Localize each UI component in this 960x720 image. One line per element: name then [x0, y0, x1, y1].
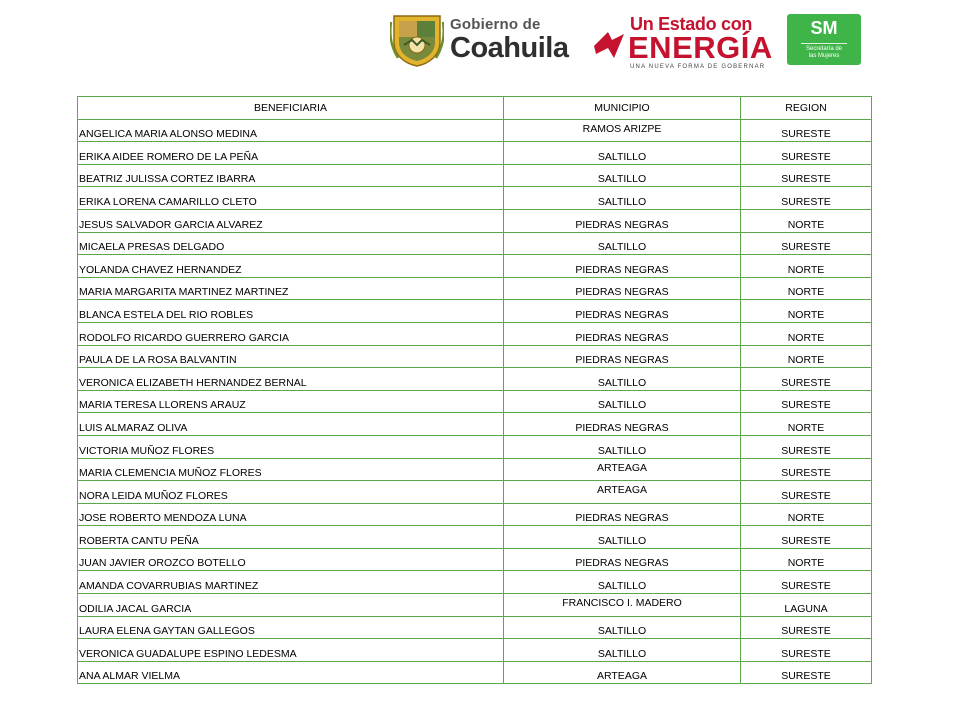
energia-bolt-icon [592, 28, 626, 62]
cell-region: SURESTE [741, 187, 872, 210]
coahuila-label: Coahuila [450, 32, 569, 64]
cell-municipio: PIEDRAS NEGRAS [504, 255, 741, 278]
cell-municipio: PIEDRAS NEGRAS [504, 413, 741, 436]
energia-tagline: UNA NUEVA FORMA DE GOBERNAR [630, 64, 766, 70]
sm-name [787, 46, 861, 60]
cell-region: NORTE [741, 548, 872, 571]
table-row [78, 390, 872, 413]
estado-energia-logo [592, 12, 773, 70]
cell-name: MARIA MARGARITA MARTINEZ MARTINEZ [78, 277, 504, 300]
cell-municipio: ARTEAGA [504, 458, 741, 481]
header-municipio: MUNICIPIO [504, 97, 741, 120]
table-row [78, 345, 872, 368]
table-row [78, 209, 872, 232]
cell-name: PAULA DE LA ROSA BALVANTIN [78, 345, 504, 368]
cell-name: BEATRIZ JULISSA CORTEZ IBARRA [78, 164, 504, 187]
cell-region: SURESTE [741, 481, 872, 504]
cell-region: SURESTE [741, 119, 872, 142]
cell-region: NORTE [741, 277, 872, 300]
cell-name: MICAELA PRESAS DELGADO [78, 232, 504, 255]
cell-municipio: PIEDRAS NEGRAS [504, 345, 741, 368]
table-row [78, 277, 872, 300]
cell-region: SURESTE [741, 639, 872, 662]
cell-region: SURESTE [741, 368, 872, 391]
cell-region: SURESTE [741, 435, 872, 458]
cell-name: NORA LEIDA MUÑOZ FLORES [78, 481, 504, 504]
table-row [78, 368, 872, 391]
cell-region: NORTE [741, 255, 872, 278]
header-logos [0, 0, 960, 90]
table-row [78, 164, 872, 187]
sm-name-line2: las Mujeres [808, 53, 840, 59]
cell-region: SURESTE [741, 571, 872, 594]
energia-line1: Un Estado con [630, 14, 753, 34]
sm-divider [801, 43, 847, 44]
cell-region: NORTE [741, 209, 872, 232]
cell-region: NORTE [741, 503, 872, 526]
cell-name: MARIA TERESA LLORENS ARAUZ [78, 390, 504, 413]
table-row [78, 322, 872, 345]
cell-municipio: RAMOS ARIZPE [504, 119, 741, 142]
table-row [78, 571, 872, 594]
energia-line2: ENERGÍA [628, 30, 773, 65]
cell-region: SURESTE [741, 616, 872, 639]
table-row [78, 503, 872, 526]
cell-name: ERIKA LORENA CAMARILLO CLETO [78, 187, 504, 210]
cell-municipio: SALTILLO [504, 616, 741, 639]
cell-name: RODOLFO RICARDO GUERRERO GARCIA [78, 322, 504, 345]
cell-region: NORTE [741, 300, 872, 323]
cell-municipio: PIEDRAS NEGRAS [504, 300, 741, 323]
cell-municipio: SALTILLO [504, 232, 741, 255]
cell-municipio: PIEDRAS NEGRAS [504, 503, 741, 526]
cell-region: SURESTE [741, 458, 872, 481]
cell-municipio: SALTILLO [504, 390, 741, 413]
cell-municipio: SALTILLO [504, 639, 741, 662]
cell-municipio: SALTILLO [504, 164, 741, 187]
cell-region: NORTE [741, 413, 872, 436]
cell-municipio: SALTILLO [504, 435, 741, 458]
cell-name: JUAN JAVIER OROZCO BOTELLO [78, 548, 504, 571]
cell-region: SURESTE [741, 526, 872, 549]
cell-name: LUIS ALMARAZ OLIVA [78, 413, 504, 436]
cell-municipio: PIEDRAS NEGRAS [504, 209, 741, 232]
table-row [78, 300, 872, 323]
cell-name: ROBERTA CANTU PEÑA [78, 526, 504, 549]
cell-name: ERIKA AIDEE ROMERO DE LA PEÑA [78, 142, 504, 165]
cell-municipio: SALTILLO [504, 368, 741, 391]
cell-name: VICTORIA MUÑOZ FLORES [78, 435, 504, 458]
table-row [78, 119, 872, 142]
cell-municipio: FRANCISCO I. MADERO [504, 594, 741, 617]
header-beneficiaria: BENEFICIARIA [78, 97, 504, 120]
table-body [78, 119, 872, 684]
cell-name: ANA ALMAR VIELMA [78, 661, 504, 684]
gobierno-label: Gobierno de [450, 16, 541, 33]
cell-region: SURESTE [741, 232, 872, 255]
cell-region: NORTE [741, 322, 872, 345]
cell-municipio: ARTEAGA [504, 661, 741, 684]
table-row [78, 458, 872, 481]
cell-name: BLANCA ESTELA DEL RIO ROBLES [78, 300, 504, 323]
cell-name: ANGELICA MARIA ALONSO MEDINA [78, 119, 504, 142]
cell-municipio: SALTILLO [504, 571, 741, 594]
sm-abbr: SM [810, 18, 838, 38]
cell-region: SURESTE [741, 164, 872, 187]
cell-municipio: PIEDRAS NEGRAS [504, 322, 741, 345]
table-row [78, 661, 872, 684]
secretaria-mujeres-logo [787, 14, 861, 65]
beneficiaries-table [77, 96, 872, 684]
cell-name: LAURA ELENA GAYTAN GALLEGOS [78, 616, 504, 639]
cell-municipio: SALTILLO [504, 526, 741, 549]
table-row [78, 526, 872, 549]
table-header-row [78, 97, 872, 120]
sm-name-line1: Secretaría de [805, 46, 843, 52]
cell-name: MARIA CLEMENCIA MUÑOZ FLORES [78, 458, 504, 481]
cell-name: JOSE ROBERTO MENDOZA LUNA [78, 503, 504, 526]
cell-name: VERONICA GUADALUPE ESPINO LEDESMA [78, 639, 504, 662]
cell-municipio: ARTEAGA [504, 481, 741, 504]
cell-region: SURESTE [741, 390, 872, 413]
header-region: REGION [741, 97, 872, 120]
table-row [78, 548, 872, 571]
cell-name: ODILIA JACAL GARCIA [78, 594, 504, 617]
cell-name: JESUS SALVADOR GARCIA ALVAREZ [78, 209, 504, 232]
cell-name: VERONICA ELIZABETH HERNANDEZ BERNAL [78, 368, 504, 391]
cell-municipio: PIEDRAS NEGRAS [504, 277, 741, 300]
table-row [78, 481, 872, 504]
cell-region: SURESTE [741, 661, 872, 684]
table-row [78, 255, 872, 278]
cell-region: LAGUNA [741, 594, 872, 617]
table-row [78, 413, 872, 436]
cell-region: NORTE [741, 345, 872, 368]
table-row [78, 616, 872, 639]
coahuila-crest-icon [390, 12, 444, 68]
table-row [78, 594, 872, 617]
table-row [78, 187, 872, 210]
cell-name: YOLANDA CHAVEZ HERNANDEZ [78, 255, 504, 278]
cell-name: AMANDA COVARRUBIAS MARTINEZ [78, 571, 504, 594]
table-row [78, 142, 872, 165]
table-row [78, 435, 872, 458]
table-row [78, 232, 872, 255]
cell-region: SURESTE [741, 142, 872, 165]
table-row [78, 639, 872, 662]
cell-municipio: PIEDRAS NEGRAS [504, 548, 741, 571]
cell-municipio: SALTILLO [504, 142, 741, 165]
cell-municipio: SALTILLO [504, 187, 741, 210]
gobierno-coahuila-logo [450, 14, 580, 66]
